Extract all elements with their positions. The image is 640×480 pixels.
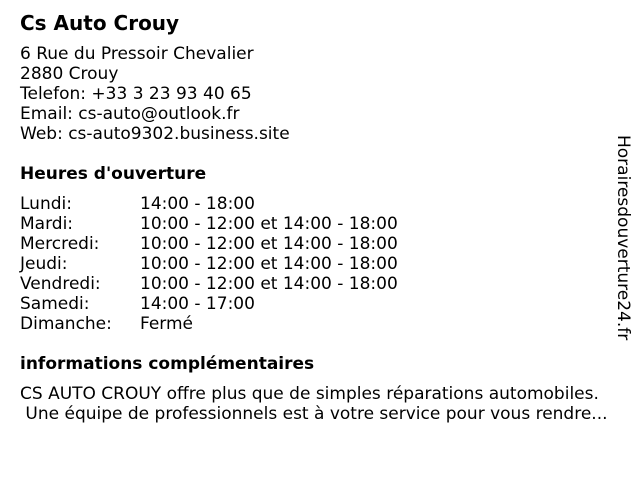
description-line: CS AUTO CROUY offre plus que de simples réparations automobiles. <box>20 384 599 404</box>
day-label: Mardi: <box>20 214 74 234</box>
time-value: 14:00 - 18:00 <box>140 194 255 214</box>
day-label: Dimanche: <box>20 314 112 334</box>
time-value: 10:00 - 12:00 et 14:00 - 18:00 <box>140 234 398 254</box>
site-watermark: Horairesdouverture24.fr <box>613 135 633 341</box>
address-city: 2880 Crouy <box>20 64 119 84</box>
day-label: Jeudi: <box>20 254 68 274</box>
contact-block <box>20 44 290 144</box>
opening-hours-heading: Heures d'ouverture <box>20 164 207 184</box>
day-label: Mercredi: <box>20 234 100 254</box>
hours-row-thursday <box>20 254 398 274</box>
email-text: Email: cs-auto@outlook.fr <box>20 104 240 124</box>
address-street: 6 Rue du Pressoir Chevalier <box>20 44 254 64</box>
opening-hours-table <box>20 194 398 334</box>
day-label: Lundi: <box>20 194 72 214</box>
time-value: 10:00 - 12:00 et 14:00 - 18:00 <box>140 214 398 234</box>
day-label: Samedi: <box>20 294 90 314</box>
hours-row-wednesday <box>20 234 398 254</box>
day-label: Vendredi: <box>20 274 101 294</box>
hours-row-tuesday <box>20 214 398 234</box>
hours-row-sunday <box>20 314 398 334</box>
business-name: Cs Auto Crouy <box>20 11 180 35</box>
description-line: Une équipe de professionnels est à votre service pour vous rendre... <box>20 404 608 424</box>
hours-row-monday <box>20 194 398 214</box>
time-value: 14:00 - 17:00 <box>140 294 255 314</box>
website-text: Web: cs-auto9302.business.site <box>20 124 290 144</box>
time-value: 10:00 - 12:00 et 14:00 - 18:00 <box>140 274 398 294</box>
time-value: Fermé <box>140 314 194 334</box>
business-description <box>20 384 625 424</box>
hours-row-saturday <box>20 294 398 314</box>
time-value: 10:00 - 12:00 et 14:00 - 18:00 <box>140 254 398 274</box>
additional-info-heading: informations complémentaires <box>20 354 315 374</box>
phone-text: Telefon: +33 3 23 93 40 65 <box>20 84 252 104</box>
hours-row-friday <box>20 274 398 294</box>
